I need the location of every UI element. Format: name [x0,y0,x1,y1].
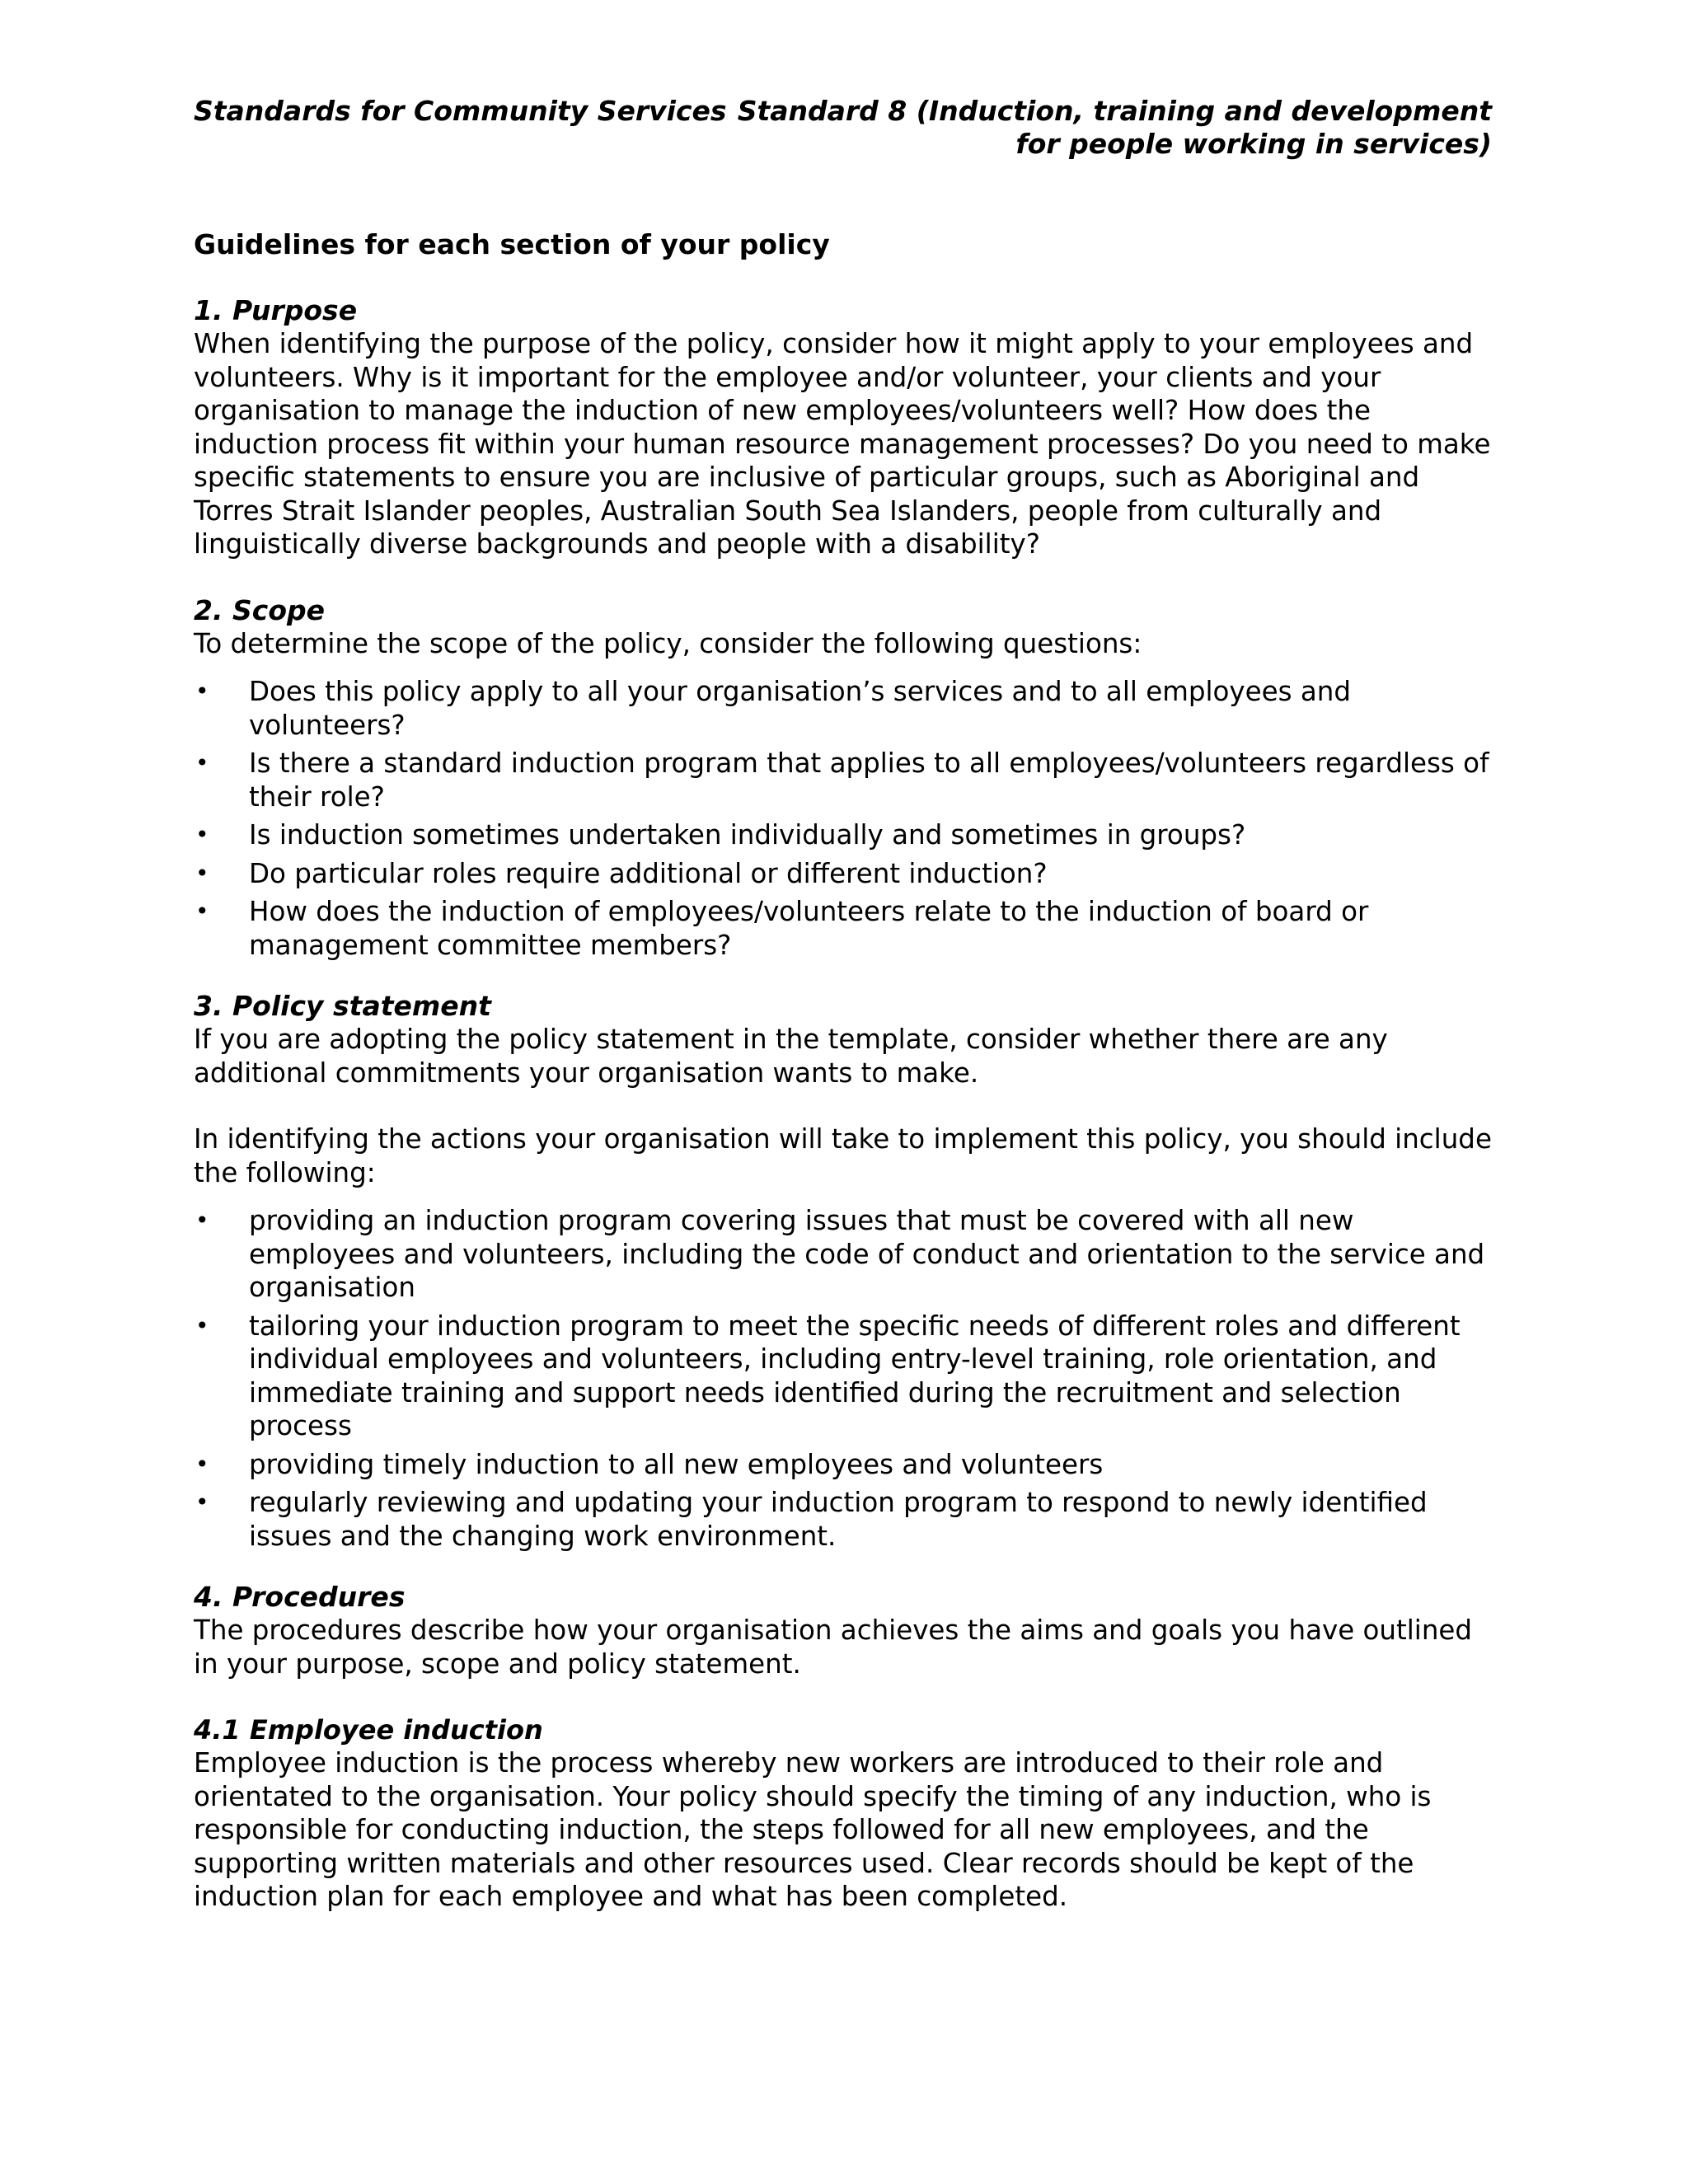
list-item-text: providing timely induction to all new employees and volunteers [249,1448,1104,1480]
scope-bullet-list [194,675,1492,962]
header-left-title: Standards for Community Services [194,95,727,127]
bullet-icon: • [195,821,209,848]
list-item [194,675,1492,742]
list-item [194,1448,1492,1482]
bullet-icon: • [195,859,209,887]
bullet-icon: • [195,1450,209,1478]
list-item-text: Does this policy apply to all your organisation’s services and to all employees and volunteers? [249,676,1352,741]
list-item [194,1204,1492,1305]
section-heading-scope: 2. Scope [194,593,325,626]
page-header [194,95,1492,161]
bullet-icon: • [195,1207,209,1234]
purpose-text: When identifying the purpose of the policy, consider how it might apply to your employees and volunteers. Why is it important for the employee and/or volunteer, your clients and your organisation to manage the induction of new employees/volunteers well? How does the induction process fit within your human resource management processes? Do you need to make specific statements to ensure you are inclusive of particular groups, such as Aboriginal and Torres Strait Islander peoples, Australian South Sea Islanders, people from culturally and linguistically diverse backgrounds and people with a disability? [194,328,1491,560]
list-item [194,1310,1492,1443]
header-right-line1: Standard 8 (Induction, training and development [737,95,1492,127]
list-item-text: Is there a standard induction program that applies to all employees/volunteers regardless of their role? [249,748,1489,813]
scope-intro: To determine the scope of the policy, consider the following questions: [194,627,1142,659]
section-heading-procedures: 4. Procedures [194,1581,406,1613]
header-right-line2: for people working in services) [1015,128,1492,160]
section-heading-purpose: 1. Purpose [194,294,358,326]
list-item-text: tailoring your induction program to meet the specific needs of different roles and different individual employees and volunteers, including entry-level training, role orientation, and immediate training and support needs identified during the recruitment and selection process [249,1310,1461,1441]
bullet-icon: • [195,677,209,705]
policy-statement-bullet-list [194,1204,1492,1553]
policy-statement-text-2: In identifying the actions your organisation will take to implement this policy, you should include the following: [194,1123,1492,1188]
list-item [194,895,1492,962]
document-page [194,95,1492,1914]
list-item-text: Is induction sometimes undertaken individually and sometimes in groups? [249,819,1246,851]
bullet-icon: • [195,749,209,776]
list-item [194,747,1492,813]
section-heading-employee-induction: 4.1 Employee induction [194,1714,543,1746]
bullet-icon: • [195,898,209,925]
list-item-text: Do particular roles require additional or different induction? [249,857,1048,889]
procedures-text: The procedures describe how your organisation achieves the aims and goals you have outlined in your purpose, scope and policy statement. [194,1615,1473,1680]
employee-induction-text: Employee induction is the process whereby new workers are introduced to their role and orientated to the organisation. Your policy should specify the timing of any induction, who is responsible for conducting induction, the steps followed for all new employees, and the supporting written materials and other resources used. Clear records should be kept of the induction plan for each employee and what has been completed. [194,1747,1432,1912]
list-item [194,857,1492,891]
header-right-title [738,95,1492,161]
page-title: Guidelines for each section of your policy [194,228,830,260]
section-heading-policy-statement: 3. Policy statement [194,990,491,1022]
list-item-text: How does the induction of employees/volunteers relate to the induction of board or management committee members? [249,896,1369,961]
bullet-icon: • [195,1311,209,1339]
policy-statement-text-1: If you are adopting the policy statement in the template, consider whether there are any additional commitments your organisation wants to make. [194,1024,1388,1089]
list-item [194,818,1492,852]
list-item-text: regularly reviewing and updating your induction program to respond to newly identified issues and the changing work environment. [249,1487,1428,1552]
bullet-icon: • [195,1488,209,1516]
list-item-text: providing an induction program covering issues that must be covered with all new employees and volunteers, including the code of conduct and orientation to the service and organisation [249,1205,1485,1303]
list-item [194,1486,1492,1553]
